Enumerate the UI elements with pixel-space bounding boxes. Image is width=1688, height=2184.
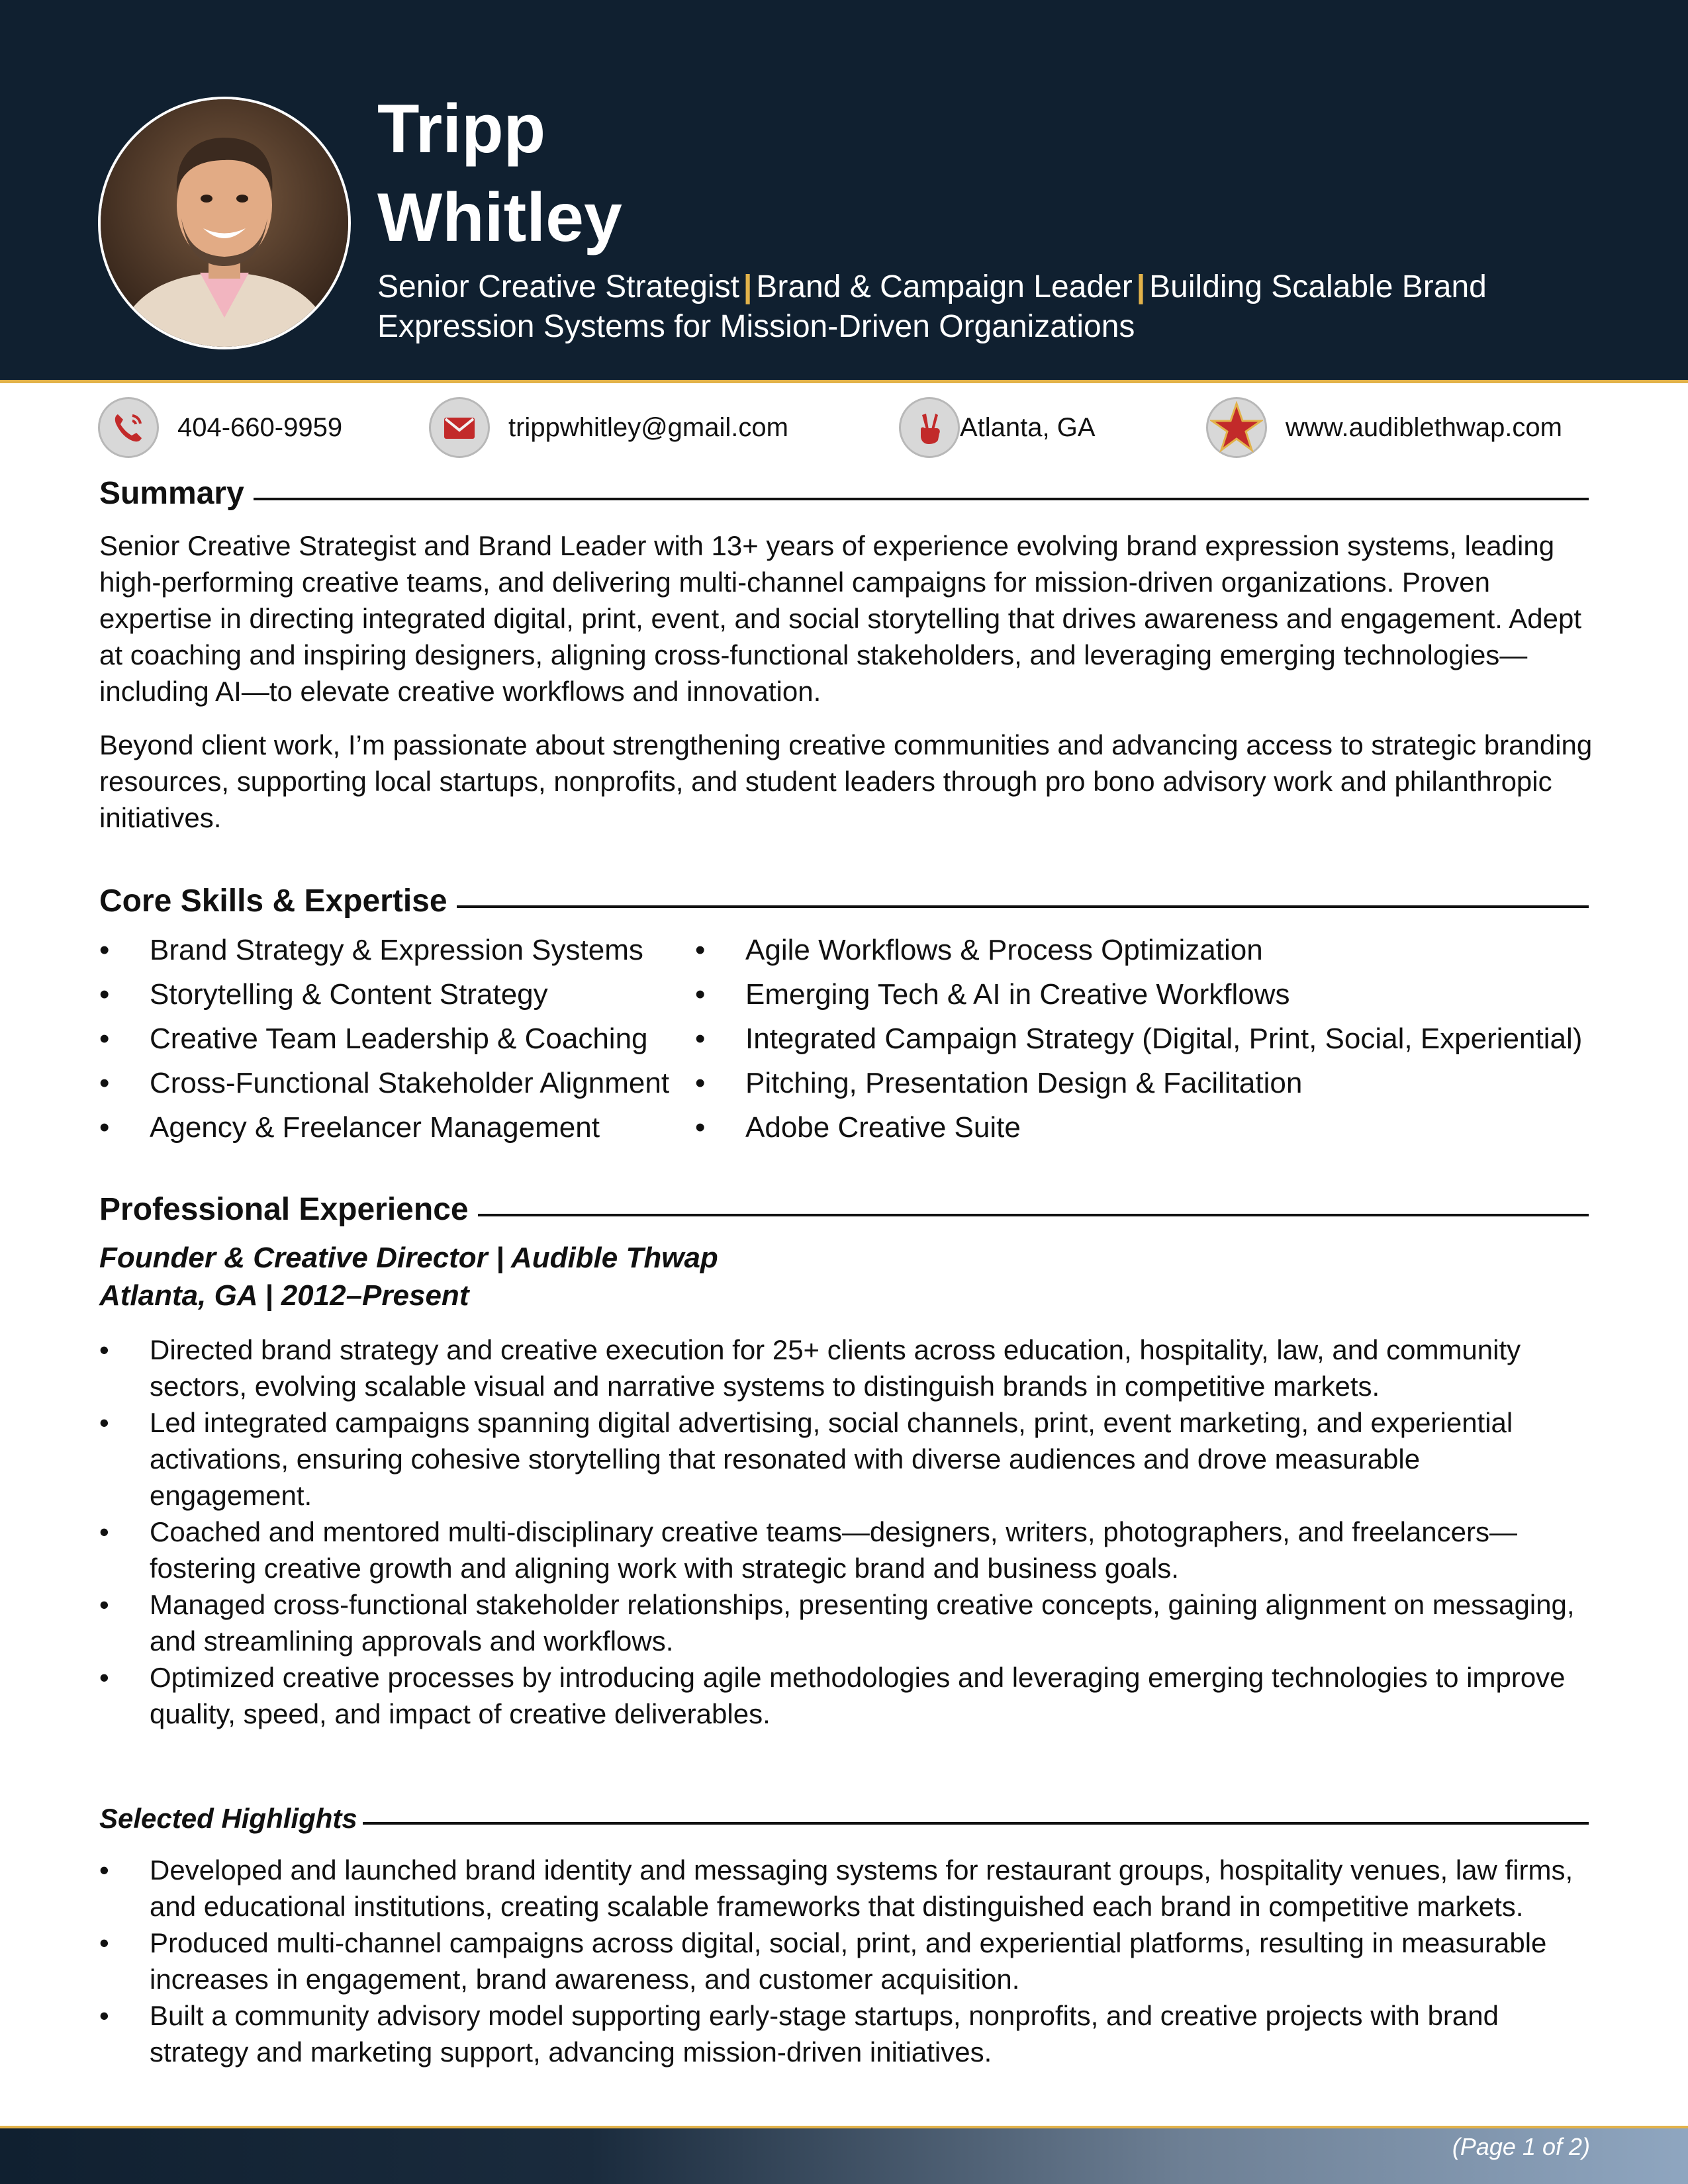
phone-icon — [98, 397, 159, 458]
highlight-bullet: • Produced multi-channel campaigns across digital, social, print, and experiential platforms, resulting in measurable increases in engagement, brand awareness, and customer acquisition. — [99, 1925, 1589, 1997]
headline-tagline — [377, 267, 1635, 347]
skills-list-right — [695, 928, 1582, 1150]
skills-list-left — [99, 928, 669, 1150]
website-link[interactable]: www.audiblethwap.com — [1286, 412, 1562, 442]
star-icon — [1206, 397, 1267, 458]
contact-phone — [98, 394, 342, 461]
tagline-separator: | — [1136, 269, 1146, 304]
highlights-heading — [99, 1803, 1589, 1835]
job-title-company: Founder & Creative Director | Audible Thwap — [99, 1242, 718, 1274]
skill-item: • Emerging Tech & AI in Creative Workflows — [695, 972, 1582, 1017]
skill-item: • Creative Team Leadership & Coaching — [99, 1017, 669, 1061]
subsection-divider — [363, 1822, 1589, 1825]
skill-item: • Brand Strategy & Expression Systems — [99, 928, 669, 972]
location-text: Atlanta, GA — [960, 412, 1096, 442]
experience-bullets — [99, 1332, 1589, 1732]
skill-item: • Agile Workflows & Process Optimization — [695, 928, 1582, 972]
contact-website — [1206, 394, 1562, 461]
skill-item: • Pitching, Presentation Design & Facilitation — [695, 1061, 1582, 1105]
first-name: Tripp — [377, 91, 546, 167]
contact-email — [429, 394, 788, 461]
experience-heading — [99, 1191, 1589, 1228]
highlight-bullet: • Developed and launched brand identity and messaging systems for restaurant groups, hospitality venues, law firms, and educational institutions, creating scalable frameworks that distinguished each brand in competitive markets. — [99, 1852, 1589, 1925]
skill-item: • Adobe Creative Suite — [695, 1105, 1582, 1150]
job-location-dates: Atlanta, GA | 2012–Present — [99, 1279, 469, 1312]
section-divider — [478, 1214, 1589, 1216]
experience-bullet: • Coached and mentored multi-disciplinary creative teams—designers, writers, photographers, and freelancers—fostering creative growth and aligning work with strategic brand and business goals. — [99, 1514, 1589, 1586]
section-divider — [457, 905, 1589, 908]
envelope-icon — [429, 397, 490, 458]
experience-bullet: • Optimized creative processes by introducing agile methodologies and leveraging emerging technologies to improve quality, speed, and impact of creative deliverables. — [99, 1659, 1589, 1732]
summary-heading — [99, 475, 1589, 512]
tagline-separator: | — [743, 269, 753, 304]
skill-item: • Agency & Freelancer Management — [99, 1105, 669, 1150]
profile-photo — [98, 97, 351, 349]
candidate-name — [377, 85, 622, 262]
contact-location — [899, 394, 1096, 461]
highlight-bullet: • Built a community advisory model supporting early-stage startups, nonprofits, and creative projects with brand strategy and marketing support, advancing mission-driven initiatives. — [99, 1997, 1589, 2070]
subsection-title: Selected Highlights — [99, 1803, 357, 1834]
section-title: Professional Experience — [99, 1192, 469, 1227]
peace-hand-icon — [899, 397, 960, 458]
experience-bullet: • Led integrated campaigns spanning digital advertising, social channels, print, event marketing, and experiential activations, ensuring cohesive storytelling that resonated with diverse audiences and drove measurable engagement. — [99, 1404, 1589, 1514]
skill-item: • Cross-Functional Stakeholder Alignment — [99, 1061, 669, 1105]
experience-bullet: • Managed cross-functional stakeholder relationships, presenting creative concepts, gaining alignment on messaging, and streamlining approvals and workflows. — [99, 1586, 1589, 1659]
section-divider — [254, 498, 1589, 500]
tagline-part-2: Brand & Campaign Leader — [756, 269, 1133, 304]
highlights-bullets — [99, 1852, 1589, 2070]
page-number: (Page 1 of 2) — [1452, 2133, 1590, 2160]
skill-item: • Integrated Campaign Strategy (Digital, Print, Social, Experiential) — [695, 1017, 1582, 1061]
section-title: Summary — [99, 476, 244, 511]
footer-banner — [0, 2128, 1688, 2184]
tagline-part-3: Building Scalable Brand Expression Systems for Mission-Driven Organizations — [377, 269, 1487, 344]
header-divider — [0, 380, 1688, 383]
phone-number[interactable]: 404-660-9959 — [177, 412, 343, 442]
email-address[interactable]: trippwhitley@gmail.com — [508, 412, 788, 442]
experience-bullet: • Directed brand strategy and creative execution for 25+ clients across education, hospitality, law, and community sectors, evolving scalable visual and narrative systems to distinguish brands in competitive markets. — [99, 1332, 1589, 1404]
skill-item: • Storytelling & Content Strategy — [99, 972, 669, 1017]
skills-heading — [99, 883, 1589, 919]
summary-paragraph-2: Beyond client work, I’m passionate about strengthening creative communities and advancing access to strategic branding resources, supporting local startups, nonprofits, and student leaders through pro bono advisory work and philanthropic initiatives. — [99, 729, 1593, 833]
last-name: Whitley — [377, 179, 622, 256]
section-title: Core Skills & Expertise — [99, 884, 447, 919]
summary-paragraph-1: Senior Creative Strategist and Brand Leader with 13+ years of experience evolving brand expression systems, leading high-performing creative teams, and delivering multi-channel campaigns for mission-driven organizations. Proven expertise in directing integrated digital, print, event, and social storytelling that drives awareness and engagement. Adept at coaching and inspiring designers, aligning cross-functional stakeholders, and leveraging emerging technologies—including AI—to elevate creative workflows and innovation. — [99, 530, 1582, 707]
tagline-part-1: Senior Creative Strategist — [377, 269, 739, 304]
